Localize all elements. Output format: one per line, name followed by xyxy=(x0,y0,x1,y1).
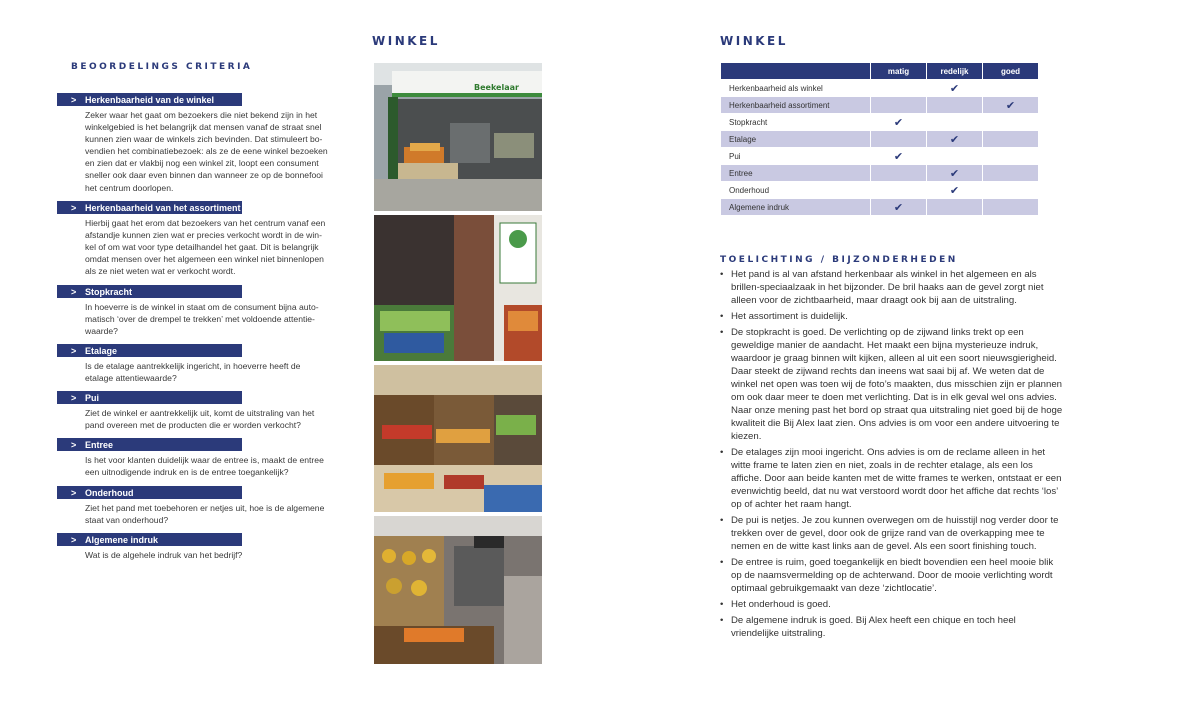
chevron-right-icon: > xyxy=(71,94,77,105)
criterion-label: Etalage xyxy=(85,345,118,356)
checkmark-icon: ✔ xyxy=(893,201,904,214)
criterion-description: Ziet het pand met toebehoren er netjes uit, hoe is de algemene staat van onderhoud? xyxy=(85,503,325,526)
rating-cell-matig xyxy=(871,131,927,148)
rating-header-redelijk: redelijk xyxy=(927,63,983,80)
rating-header-blank xyxy=(721,63,871,80)
rating-cell-matig xyxy=(871,148,927,165)
criterion-label: Algemene indruk xyxy=(85,534,159,545)
criterion-label: Entree xyxy=(85,439,114,450)
rating-row-label: Etalage xyxy=(721,131,871,148)
note-item: • Het onderhoud is goed. xyxy=(720,598,1065,611)
criterion-label: Stopkracht xyxy=(85,286,133,297)
page-title-right: WINKEL xyxy=(720,34,788,48)
rating-cell-matig xyxy=(871,97,927,114)
criterion-label-bar xyxy=(57,201,242,214)
criteria-heading: BEOORDELINGS CRITERIA xyxy=(71,62,253,72)
criterion-description: Hierbij gaat het erom dat bezoekers van het centrum vanaf een afstandje kunnen zien wat er precies verkocht wordt in de win- kel of om wat voor type detailhandel het gaat. Dit is belangrijk omdat mensen over het algemeen een winkel niet binnenlopen als ze niet weten wat er verkocht wordt. xyxy=(85,218,326,277)
rating-row xyxy=(721,131,1039,148)
criterion-description: In hoeverre is de winkel in staat om de consument bijna auto- matisch ‘over de drempel te trekken’ met voldoende attentie- waarde? xyxy=(85,302,319,337)
rating-row-label: Entree xyxy=(721,165,871,182)
criterion-label-bar xyxy=(57,438,242,451)
rating-row xyxy=(721,97,1039,114)
rating-cell-redelijk xyxy=(927,114,983,131)
criterion-item xyxy=(57,344,337,384)
notes-section xyxy=(720,268,1065,643)
rating-cell-goed xyxy=(983,199,1039,216)
rating-cell-redelijk xyxy=(927,165,983,182)
criterion-item xyxy=(57,486,337,526)
rating-row xyxy=(721,199,1039,216)
criterion-label-bar xyxy=(57,533,242,546)
notes-heading: TOELICHTING / BIJZONDERHEDEN xyxy=(720,255,958,265)
note-item: • Het pand is al van afstand herkenbaar als winkel in het algemeen en als brillen-speciaalzaak in het bijzonder. De bril haaks aan de gevel zorgt niet alleen voor de zichtbaarheid, maar draagt ook bij aan de uitstraling. xyxy=(720,268,1065,307)
notes-list xyxy=(720,268,1065,640)
rating-cell-matig xyxy=(871,182,927,199)
rating-header-goed: goed xyxy=(983,63,1039,80)
checkmark-icon: ✔ xyxy=(949,133,960,146)
criterion-description: Wat is de algehele indruk van het bedrijf? xyxy=(85,550,243,560)
note-item: • De stopkracht is goed. De verlichting op de zijwand links trekt op een geweldige manier de aandacht. Het maakt een bijna mysterieuze indruk, waardoor je graag binnen wilt kijken, alleen al uit een soort nieuwsgierigheid. Daar steekt de zijwand rechts dan ineens wat saai bij af. We weten dat de winkel net open was toen wij de foto’s maakten, dus misschien zijn er plannen om ook daar meer te doen met verlichting. Dat is in elk geval wel ons advies. Naar onze mening past het bord op straat qua uitstraling niet goed bij de hoge kwaliteit die Bij Alex laat zien. Ons advies is om voor een andere uitvoering te kiezen. xyxy=(720,326,1065,443)
criterion-description: Ziet de winkel er aantrekkelijk uit, komt de uitstraling van het pand overeen met de producten die er worden verkocht? xyxy=(85,408,315,431)
checkmark-icon: ✔ xyxy=(893,150,904,163)
rating-cell-goed xyxy=(983,131,1039,148)
chevron-right-icon: > xyxy=(71,286,77,297)
note-item: • De entree is ruim, goed toegankelijk en biedt bovendien een heel mooie blik op de naamsvermelding op de achterwand. Door de mooie verlichting wordt optimaal gebruikgemaakt van deze ‘zichtlocatie’. xyxy=(720,556,1065,595)
chevron-right-icon: > xyxy=(71,534,77,545)
rating-cell-goed xyxy=(983,80,1039,97)
rating-cell-matig xyxy=(871,165,927,182)
rating-header-matig: matig xyxy=(871,63,927,80)
criterion-label-bar xyxy=(57,285,242,298)
criterion-description: Is het voor klanten duidelijk waar de entree is, maakt de entree een uitnodigende indruk en is de entree toegankelijk? xyxy=(85,455,324,478)
chevron-right-icon: > xyxy=(71,392,77,403)
criterion-item xyxy=(57,201,337,277)
rating-row xyxy=(721,114,1039,131)
rating-cell-redelijk xyxy=(927,199,983,216)
criterion-label: Herkenbaarheid van de winkel xyxy=(85,94,215,105)
rating-row-label: Algemene indruk xyxy=(721,199,871,216)
rating-cell-goed xyxy=(983,114,1039,131)
rating-row-label: Herkenbaarheid als winkel xyxy=(721,80,871,97)
checkmark-icon: ✔ xyxy=(949,167,960,180)
chevron-right-icon: > xyxy=(71,439,77,450)
note-item: • De pui is netjes. Je zou kunnen overwegen om de huisstijl nog verder door te trekken over de gevel, door ook de grijze rand van de overkapping mee te nemen en de witte kast links aan de gevel. Als een soort finishing touch. xyxy=(720,514,1065,553)
checkmark-icon: ✔ xyxy=(1005,99,1016,112)
rating-cell-redelijk xyxy=(927,148,983,165)
rating-table-header xyxy=(721,63,1039,80)
rating-cell-redelijk xyxy=(927,182,983,199)
rating-cell-goed xyxy=(983,148,1039,165)
rating-row xyxy=(721,182,1039,199)
criterion-item xyxy=(57,93,337,194)
note-item: • De algemene indruk is goed. Bij Alex heeft een chique en toch heel vriendelijke uitstraling. xyxy=(720,614,1065,640)
rating-row xyxy=(721,80,1039,97)
page-title-left: WINKEL xyxy=(372,34,440,48)
rating-cell-redelijk xyxy=(927,131,983,148)
rating-table xyxy=(720,62,1039,216)
shop-sign-text: Beekelaar xyxy=(474,83,519,92)
criterion-description: Zeker waar het gaat om bezoekers die niet bekend zijn in het winkelgebied is het belangrijk dat mensen vanaf de straat snel kunnen zien waar de winkels zich bevinden. Dat stimuleert bo- vendien het combinatiebezoek: als ze de eene winkel bezoeken en zien dat er vlakbij nog een winkel zit, loopt een consument sneller ook daar even binnen dan wanneer ze op de bonnefooi het centrum doorlopen. xyxy=(85,110,328,193)
criterion-label: Herkenbaarheid van het assortiment xyxy=(85,202,241,213)
photo-interior-counter xyxy=(374,516,542,664)
rating-row-label: Pui xyxy=(721,148,871,165)
chevron-right-icon: > xyxy=(71,202,77,213)
rating-cell-redelijk xyxy=(927,97,983,114)
note-item: • Het assortiment is duidelijk. xyxy=(720,310,1065,323)
photo-shopwindow xyxy=(374,215,542,361)
criterion-label-bar xyxy=(57,93,242,106)
rating-cell-matig xyxy=(871,80,927,97)
rating-row-label: Stopkracht xyxy=(721,114,871,131)
criterion-label: Onderhoud xyxy=(85,487,134,498)
criterion-label-bar xyxy=(57,391,242,404)
criterion-label: Pui xyxy=(85,392,100,403)
rating-cell-goed xyxy=(983,165,1039,182)
rating-row-label: Onderhoud xyxy=(721,182,871,199)
checkmark-icon: ✔ xyxy=(949,82,960,95)
photo-storefront xyxy=(374,63,542,211)
criterion-label-bar xyxy=(57,344,242,357)
rating-cell-goed xyxy=(983,182,1039,199)
rating-cell-matig xyxy=(871,114,927,131)
rating-row xyxy=(721,148,1039,165)
checkmark-icon: ✔ xyxy=(949,184,960,197)
chevron-right-icon: > xyxy=(71,487,77,498)
criterion-label-bar xyxy=(57,486,242,499)
chevron-right-icon: > xyxy=(71,345,77,356)
criterion-item xyxy=(57,285,337,337)
rating-row-label: Herkenbaarheid assortiment xyxy=(721,97,871,114)
note-item: • De etalages zijn mooi ingericht. Ons advies is om de reclame alleen in het witte frame te laten zien en niet, zoals in de rechter etalage, als een los affiche. Door aan beide kanten met de witte frames te werken, ontstaat er een evenwichtig beeld, dat nu wat verstoord wordt door het affiche dat rechts ‘los’ op of achter het raam hangt. xyxy=(720,446,1065,511)
rating-cell-goed xyxy=(983,97,1039,114)
criterion-item xyxy=(57,438,337,478)
rating-row xyxy=(721,165,1039,182)
rating-cell-redelijk xyxy=(927,80,983,97)
criterion-item xyxy=(57,391,337,431)
criterion-description: Is de etalage aantrekkelijk ingericht, in hoeverre heeft de etalage attentiewaarde? xyxy=(85,361,301,384)
photo-interior-display xyxy=(374,365,542,512)
criterion-item xyxy=(57,533,337,561)
rating-cell-matig xyxy=(871,199,927,216)
checkmark-icon: ✔ xyxy=(893,116,904,129)
